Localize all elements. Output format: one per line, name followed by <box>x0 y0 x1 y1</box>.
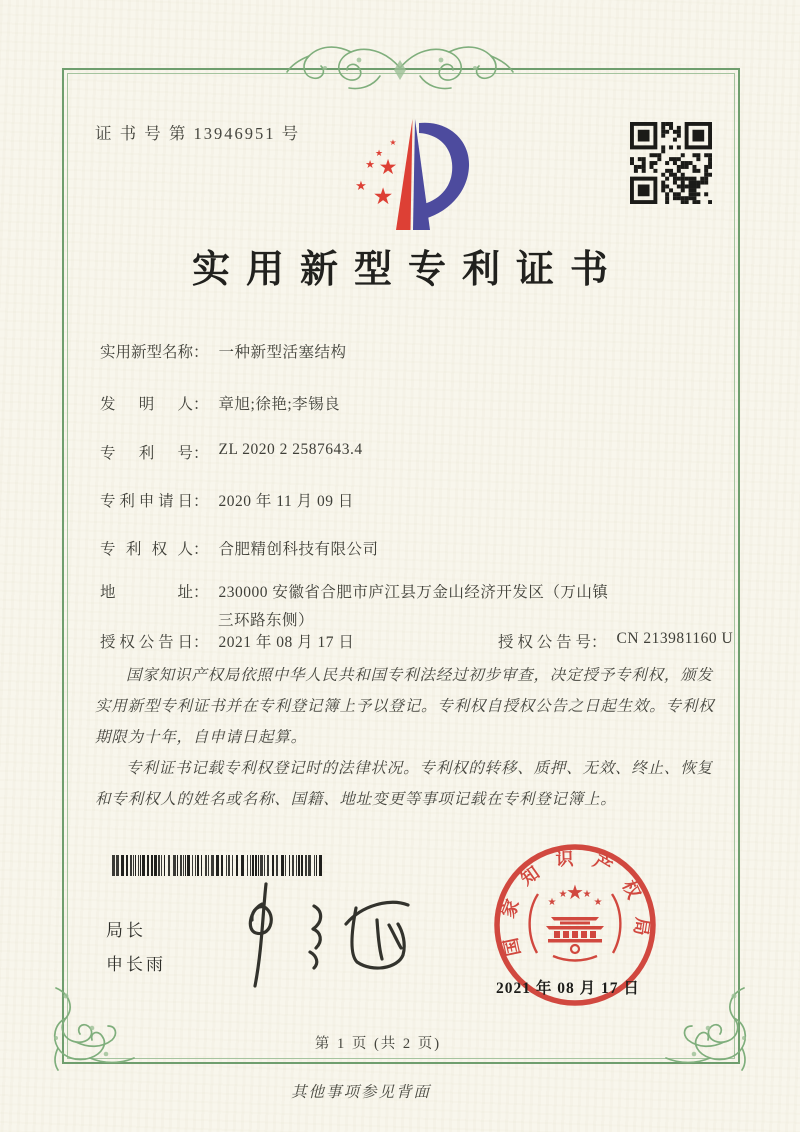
field-label: 专利号 <box>100 445 193 462</box>
field-value-line1: 230000 安徽省合肥市庐江县万金山经济开发区（万山镇 <box>218 584 609 601</box>
field-label: 实用新型名称 <box>100 344 194 361</box>
legal-paragraph-2: 专利证书记载专利权登记时的法律状况。专利权的转移、质押、无效、终止、恢复和专利权人的姓名或名称、国籍、地址变更等事项记载在专利登记簿上。 <box>95 760 713 808</box>
svg-text:★: ★ <box>558 889 568 900</box>
svg-text:★: ★ <box>355 179 367 194</box>
field-value: 2020 年 11 月 09 日 <box>218 493 354 510</box>
field-inventors: 发明人： 章旭;徐艳;李锡良 <box>100 392 340 414</box>
svg-text:★: ★ <box>593 897 603 908</box>
field-value: 2021 年 08 月 17 日 <box>218 634 355 651</box>
svg-text:★: ★ <box>378 155 398 179</box>
svg-text:★: ★ <box>566 880 584 904</box>
top-flourish-ornament <box>285 38 515 94</box>
field-filing-date: 专利申请日： 2020 年 11 月 09 日 <box>100 489 354 511</box>
field-patentee: 专利权人： 合肥精创科技有限公司 <box>100 537 379 559</box>
field-utility-model-name: 实用新型名称： 一种新型活塞结构 <box>100 340 347 362</box>
field-label: 授权公告号 <box>498 634 591 651</box>
field-value: 一种新型活塞结构 <box>218 344 347 361</box>
svg-text:★: ★ <box>365 158 375 171</box>
director-title: 局长 <box>106 921 146 940</box>
field-label: 专利申请日 <box>100 493 193 510</box>
field-value: 合肥精创科技有限公司 <box>218 541 379 558</box>
field-label: 发明人 <box>100 396 193 413</box>
director-name: 申长雨 <box>106 955 166 974</box>
field-value: 章旭;徐艳;李锡良 <box>218 396 341 413</box>
seal-date: 2021 年 08 月 17 日 <box>496 980 640 997</box>
svg-text:★: ★ <box>582 889 592 900</box>
field-grant-number: 授权公告号： CN 213981160 U <box>498 630 734 651</box>
svg-text:★: ★ <box>389 138 397 147</box>
field-value: ZL 2020 2 2587643.4 <box>218 441 363 458</box>
bottom-right-flourish-ornament <box>661 984 756 1072</box>
legal-text-block <box>95 660 715 815</box>
field-patent-number: 专利号： ZL 2020 2 2587643.4 <box>100 441 363 462</box>
cnipa-patent-logo-icon <box>342 106 492 242</box>
bottom-left-flourish-ornament <box>44 984 139 1072</box>
qr-code-icon <box>630 122 712 204</box>
svg-text:★: ★ <box>547 897 557 908</box>
seal-text: 国家知识产权局 <box>497 848 653 958</box>
national-emblem <box>530 880 621 961</box>
certificate-number: 证 书 号 第 13946951 号 <box>95 124 301 143</box>
svg-text:★: ★ <box>374 149 384 159</box>
svg-text:★: ★ <box>372 184 394 210</box>
barcode-icon <box>112 855 324 876</box>
field-label: 专利权人 <box>100 541 193 558</box>
field-label: 地址 <box>100 584 193 601</box>
back-side-note: 其他事项参见背面 <box>290 1084 431 1101</box>
field-label: 授权公告日 <box>100 634 193 651</box>
director-signature-icon <box>228 878 428 996</box>
field-value: CN 213981160 U <box>616 630 734 647</box>
field-value-line2: 三环路东侧） <box>218 612 315 629</box>
certificate-title: 实用新型专利证书 <box>191 249 624 291</box>
field-grant-date-and-number: 授权公告日： 2021 年 08 月 17 日 授权公告号： CN 213981160 U <box>100 630 734 651</box>
legal-paragraph-1: 国家知识产权局依照中华人民共和国专利法经过初步审查，决定授予专利权，颁发实用新型专利证书并在专利登记簿上予以登记。专利权自授权公告之日起生效。专利权期限为十年，自申请日起算。 <box>95 667 715 746</box>
page-number: 第 1 页 (共 2 页) <box>314 1036 442 1052</box>
field-address: 地址： 230000 安徽省合肥市庐江县万金山经济开发区（万山镇 三环路东侧） <box>100 580 608 630</box>
